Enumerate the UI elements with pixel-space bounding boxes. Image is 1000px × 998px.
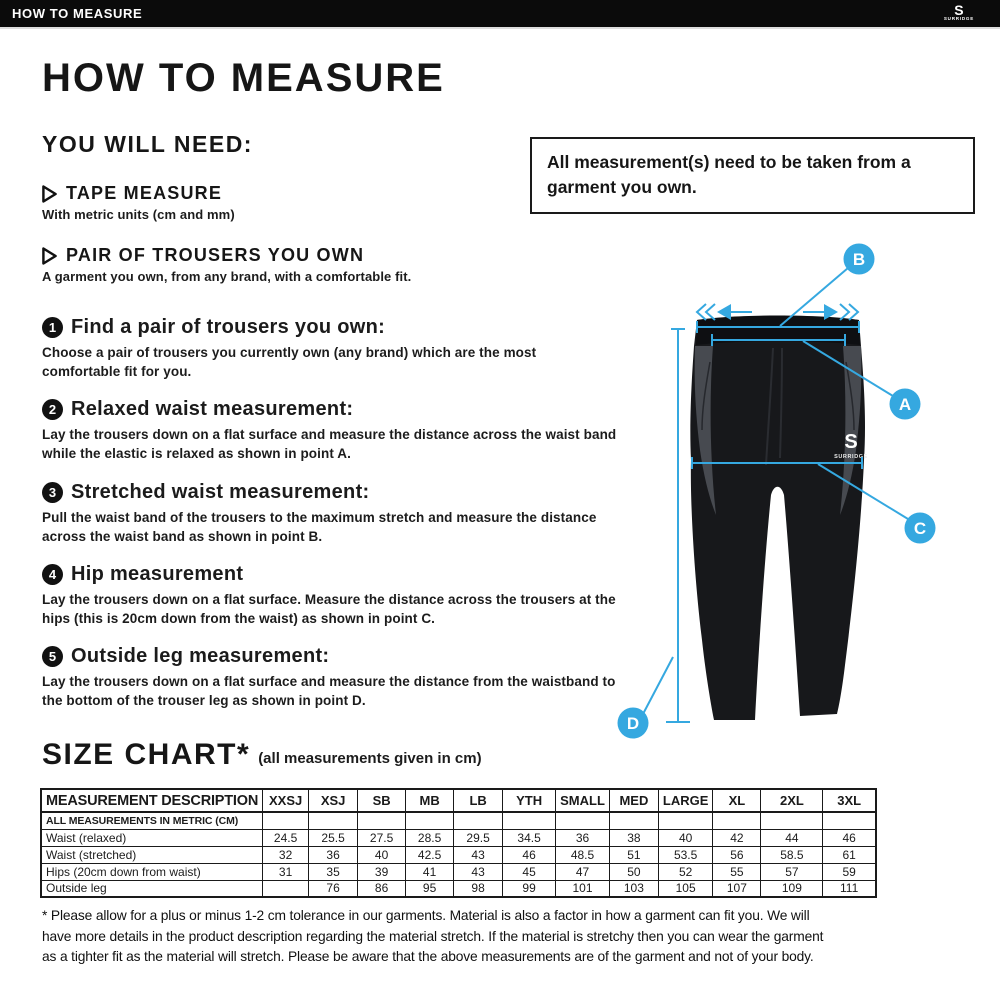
step-description: Choose a pair of trousers you currently own (any brand) which are the most comfortable fit for you.: [42, 345, 537, 380]
callout-b: [844, 244, 875, 275]
row-value: 47: [556, 863, 610, 880]
size-chart-title: SIZE CHART*: [42, 738, 251, 771]
you-will-need-heading: YOU WILL NEED:: [42, 131, 253, 157]
triangle-bullet-icon: [42, 247, 57, 265]
row-value: 41: [406, 863, 454, 880]
row-value: [713, 812, 761, 829]
row-label: Outside leg: [41, 880, 263, 897]
triangle-bullet-icon: [42, 185, 57, 203]
header-size-3xl: 3XL: [823, 789, 876, 812]
measurement-note-box: [530, 137, 975, 214]
row-value: 24.5: [263, 829, 309, 846]
header-size-sb: SB: [358, 789, 406, 812]
row-value: 42: [713, 829, 761, 846]
callout-a: [890, 389, 921, 420]
measurement-note-text: All measurement(s) need to be taken from a garment you own.: [547, 152, 911, 198]
row-value: 57: [761, 863, 823, 880]
row-value: 55: [713, 863, 761, 880]
step-3: [42, 481, 617, 546]
row-value: 51: [609, 846, 658, 863]
row-value: 59: [823, 863, 876, 880]
row-value: 50: [609, 863, 658, 880]
header-size-xl: XL: [713, 789, 761, 812]
row-value: 111: [823, 880, 876, 897]
header-size-med: MED: [609, 789, 658, 812]
svg-text:A: A: [898, 395, 912, 414]
you-will-need-list: [42, 183, 512, 307]
header-measurement-description: MEASUREMENT DESCRIPTION: [41, 789, 263, 812]
step-head: [42, 645, 617, 668]
steps-list: [42, 316, 617, 728]
row-value: 40: [358, 846, 406, 863]
row-value: 107: [713, 880, 761, 897]
row-value: [761, 812, 823, 829]
row-value: 43: [454, 846, 503, 863]
row-value: [263, 880, 309, 897]
size-chart-row: [41, 880, 876, 897]
surridge-logo-text: SURRIDGE: [943, 16, 974, 22]
step-5: [42, 645, 617, 710]
row-value: 101: [556, 880, 610, 897]
need-item-desc: With metric units (cm and mm): [42, 207, 235, 222]
need-item-head: [42, 183, 512, 204]
header-size-xsj: XSJ: [309, 789, 358, 812]
row-value: 25.5: [309, 829, 358, 846]
step-number-badge: 2: [42, 399, 63, 420]
step-head: [42, 481, 617, 504]
need-item-title: PAIR OF TROUSERS YOU OWN: [66, 245, 365, 265]
row-label: Waist (stretched): [41, 846, 263, 863]
row-value: 31: [263, 863, 309, 880]
header-size-2xl: 2XL: [761, 789, 823, 812]
step-title: Stretched waist measurement:: [71, 480, 370, 503]
step-head: [42, 398, 617, 421]
svg-text:D: D: [626, 714, 640, 733]
row-value: 35: [309, 863, 358, 880]
step-description: Pull the waist band of the trousers to the maximum stretch and measure the distance across the waist band as shown in point B.: [42, 509, 597, 544]
row-label: Waist (relaxed): [41, 829, 263, 846]
trousers-measurement-diagram: [598, 238, 990, 758]
step-number-badge: 4: [42, 564, 63, 585]
top-bar: [0, 0, 1000, 27]
row-value: 38: [609, 829, 658, 846]
step-number-badge: 3: [42, 482, 63, 503]
svg-text:B: B: [852, 250, 866, 269]
step-title: Hip measurement: [71, 562, 244, 585]
header-size-mb: MB: [406, 789, 454, 812]
size-chart-heading: [42, 738, 482, 772]
row-value: 99: [503, 880, 556, 897]
step-number-badge: 1: [42, 317, 63, 338]
garment-logo-mark: S: [844, 431, 858, 453]
row-value: 46: [503, 846, 556, 863]
row-value: 103: [609, 880, 658, 897]
garment-logo-text: SURRIDGE: [834, 454, 868, 460]
header-size-yth: YTH: [503, 789, 556, 812]
row-value: 44: [761, 829, 823, 846]
row-value: [556, 812, 610, 829]
row-value: 27.5: [358, 829, 406, 846]
row-value: [309, 812, 358, 829]
row-value: 98: [454, 880, 503, 897]
row-value: 29.5: [454, 829, 503, 846]
step-1: [42, 316, 617, 381]
trousers-body: [690, 316, 865, 720]
size-chart-row: [41, 846, 876, 863]
row-value: [823, 812, 876, 829]
row-value: 34.5: [503, 829, 556, 846]
callout-d: [618, 708, 649, 739]
need-item-title: TAPE MEASURE: [66, 183, 223, 203]
page-title: HOW TO MEASURE: [42, 56, 445, 100]
need-item-desc: A garment you own, from any brand, with a comfortable fit.: [42, 269, 412, 284]
top-bar-title: HOW TO MEASURE: [12, 6, 143, 21]
row-value: [406, 812, 454, 829]
header-size-large: LARGE: [658, 789, 713, 812]
row-value: 105: [658, 880, 713, 897]
surridge-logo-mark: S: [954, 2, 964, 19]
row-value: 61: [823, 846, 876, 863]
size-chart-subtitle: (all measurements given in cm): [258, 750, 482, 767]
top-bar-divider: [0, 27, 1000, 29]
row-value: 42.5: [406, 846, 454, 863]
callout-c: [905, 513, 936, 544]
header-size-lb: LB: [454, 789, 503, 812]
step-4: [42, 563, 617, 628]
row-value: 36: [556, 829, 610, 846]
row-value: 95: [406, 880, 454, 897]
row-value: 32: [263, 846, 309, 863]
surridge-logo: [943, 2, 974, 22]
row-value: 109: [761, 880, 823, 897]
need-item-head: [42, 245, 512, 266]
size-chart-header-row: [41, 789, 876, 812]
size-chart-row: [41, 812, 876, 829]
size-chart-row: [41, 829, 876, 846]
row-value: 36: [309, 846, 358, 863]
row-value: 52: [658, 863, 713, 880]
step-title: Relaxed waist measurement:: [71, 398, 354, 421]
trousers-image: [690, 316, 868, 721]
step-description: Lay the trousers down on a flat surface. Measure the distance across the trousers at the hips (this is 20cm down from the waist) as shown in point C.: [42, 591, 616, 627]
step-number-badge: 5: [42, 646, 63, 667]
row-value: [263, 812, 309, 829]
row-value: 76: [309, 880, 358, 897]
step-title: Outside leg measurement:: [71, 645, 330, 668]
row-value: 43: [454, 863, 503, 880]
row-value: [609, 812, 658, 829]
row-value: [503, 812, 556, 829]
row-value: 56: [713, 846, 761, 863]
svg-text:C: C: [913, 519, 927, 538]
header-size-xxsj: XXSJ: [263, 789, 309, 812]
step-head: [42, 563, 617, 586]
row-value: 40: [658, 829, 713, 846]
row-label: Hips (20cm down from waist): [41, 863, 263, 880]
tolerance-footnote: * Please allow for a plus or minus 1-2 cm tolerance in our garments. Material is also a factor in how a garment can fit you. We will have more details in the product description regarding the material stretch. If the material is stretchy then you can wear the garment as a tighter fit as the material will stretch. Please be aware that the above measurements are of the garment and not of your body.: [42, 908, 824, 965]
row-value: 53.5: [658, 846, 713, 863]
size-chart-row: [41, 863, 876, 880]
step-description: Lay the trousers down on a flat surface and measure the distance across the waist band while the elastic is relaxed as shown in point A.: [42, 427, 617, 462]
row-value: [658, 812, 713, 829]
row-value: [454, 812, 503, 829]
row-value: 46: [823, 829, 876, 846]
row-value: 58.5: [761, 846, 823, 863]
row-value: 39: [358, 863, 406, 880]
row-value: 45: [503, 863, 556, 880]
row-value: 86: [358, 880, 406, 897]
row-label: ALL MEASUREMENTS IN METRIC (CM): [41, 812, 263, 829]
row-value: [358, 812, 406, 829]
step-2: [42, 398, 617, 463]
need-item-2: [42, 245, 512, 284]
need-item-1: [42, 183, 512, 222]
step-description: Lay the trousers down on a flat surface and measure the distance from the waistband to the bottom of the trouser leg as shown in point D.: [42, 674, 616, 709]
leader-line-d: [643, 657, 673, 714]
row-value: 48.5: [556, 846, 610, 863]
header-size-small: SMALL: [556, 789, 610, 812]
step-head: [42, 316, 617, 339]
row-value: 28.5: [406, 829, 454, 846]
size-chart-table: [40, 788, 877, 898]
step-title: Find a pair of trousers you own:: [71, 316, 386, 338]
